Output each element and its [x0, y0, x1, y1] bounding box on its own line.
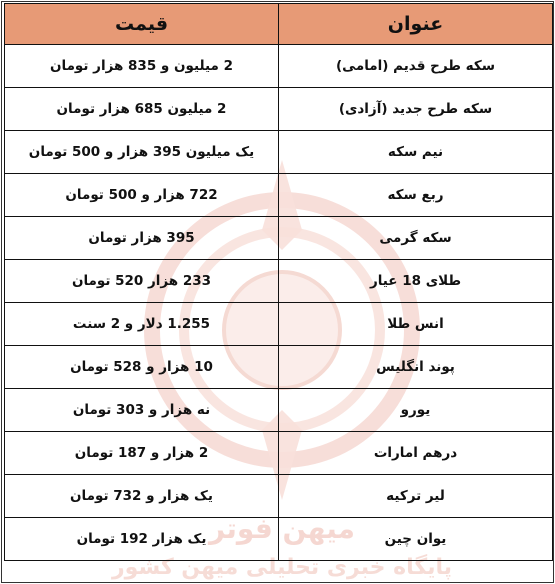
row-price: نه هزار و 303 تومان	[5, 389, 279, 432]
row-price: 2 میلیون 685 هزار تومان	[5, 88, 279, 131]
row-title: سکه طرح جدید (آزادی)	[279, 88, 553, 131]
row-price: 10 هزار و 528 تومان	[5, 346, 279, 389]
row-title: انس طلا	[279, 303, 553, 346]
table-row	[5, 260, 553, 303]
row-title: نیم سکه	[279, 131, 553, 174]
watermark-text-2: پایگاه خبری تحلیلی میهن کشور	[111, 555, 453, 580]
row-title: یوان چین	[279, 518, 553, 561]
row-title: طلای 18 عیار	[279, 260, 553, 303]
row-price: 2 میلیون و 835 هزار تومان	[5, 45, 279, 88]
header-title: عنوان	[279, 4, 553, 45]
table-row	[5, 346, 553, 389]
row-title: ربع سکه	[279, 174, 553, 217]
table-header-row	[5, 4, 553, 45]
row-title: سکه طرح قدیم (امامی)	[279, 45, 553, 88]
table-row	[5, 389, 553, 432]
row-title: یورو	[279, 389, 553, 432]
row-price: 2 هزار و 187 تومان	[5, 432, 279, 475]
table-row	[5, 45, 553, 88]
row-price: 1.255 دلار و 2 سنت	[5, 303, 279, 346]
row-title: پوند انگلیس	[279, 346, 553, 389]
price-table	[4, 3, 553, 561]
row-title: لیر ترکیه	[279, 475, 553, 518]
row-price: 395 هزار تومان	[5, 217, 279, 260]
table-row	[5, 475, 553, 518]
row-price: یک هزار 192 تومان	[5, 518, 279, 561]
table-row	[5, 518, 553, 561]
row-title: سکه گرمی	[279, 217, 553, 260]
table-row	[5, 88, 553, 131]
table-row	[5, 303, 553, 346]
table-row	[5, 174, 553, 217]
row-price: 233 هزار 520 تومان	[5, 260, 279, 303]
row-price: یک هزار و 732 تومان	[5, 475, 279, 518]
row-price: 722 هزار و 500 تومان	[5, 174, 279, 217]
header-price: قیمت	[5, 4, 279, 45]
table-row	[5, 131, 553, 174]
table-row	[5, 432, 553, 475]
watermark-text-1: میهن فوتر	[208, 512, 356, 545]
table-row	[5, 217, 553, 260]
row-title: درهم امارات	[279, 432, 553, 475]
row-price: یک میلیون 395 هزار و 500 تومان	[5, 131, 279, 174]
